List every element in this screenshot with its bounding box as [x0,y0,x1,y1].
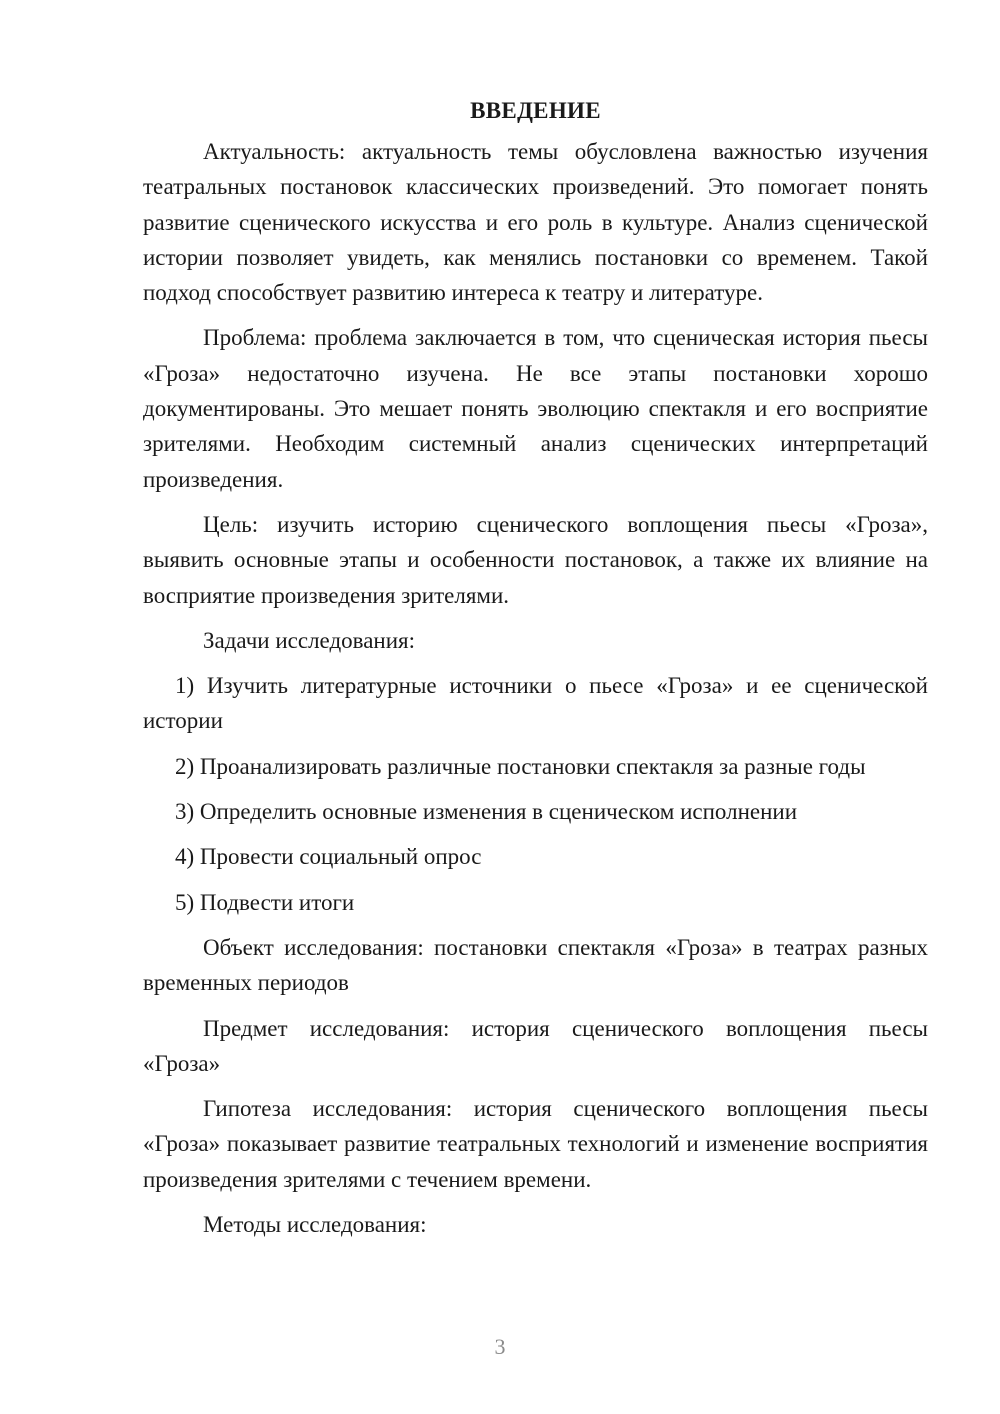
object-paragraph: Объект исследования: постановки спектакля «Гроза» в театрах разных временных периодов [143,934,928,996]
task-item-5: 5) Подвести итоги [175,889,355,915]
problem-paragraph: Проблема: проблема заключается в том, что сценическая история пьесы «Гроза» недостаточно изучена. Не все этапы постановки хорошо документированы. Это мешает понять эволюцию спектакля и его восприятие зрителями. Необходим системный анализ сценических интерпретаций произведения. [143,325,928,492]
task-item-2: 2) Проанализировать различные постановки спектакля за разные годы [175,753,866,779]
goal-paragraph: Цель: изучить историю сценического воплощения пьесы «Гроза», выявить основные этапы и особенности постановок, а также их влияние на восприятие произведения зрителями. [143,511,928,608]
tasks-heading: Задачи исследования: [203,627,416,653]
relevance-paragraph: Актуальность: актуальность темы обусловлена важностью изучения театральных постановок классических произведений. Это помогает понять развитие сценического искусства и его роль в культуре. Анализ сценической истории позволяет увидеть, как менялись постановки со временем. Такой подход способствует развитию интереса к театру и литературе. [143,139,928,306]
task-item-3: 3) Определить основные изменения в сценическом исполнении [175,799,798,825]
subject-paragraph: Предмет исследования: история сценического воплощения пьесы «Гроза» [143,1015,928,1076]
methods-heading: Методы исследования: [203,1212,427,1238]
page-number: 3 [494,1334,506,1359]
page-content [143,93,928,1252]
section-heading: ВВЕДЕНИЕ [470,98,601,123]
hypothesis-paragraph: Гипотеза исследования: история сценического воплощения пьесы «Гроза» показывает развитие театральных технологий и изменение восприятия произведения зрителями с течением времени. [143,1096,928,1192]
task-item-1: 1) Изучить литературные источники о пьесе «Гроза» и ее сценической истории [143,673,928,734]
task-item-4: 4) Провести социальный опрос [175,844,482,870]
